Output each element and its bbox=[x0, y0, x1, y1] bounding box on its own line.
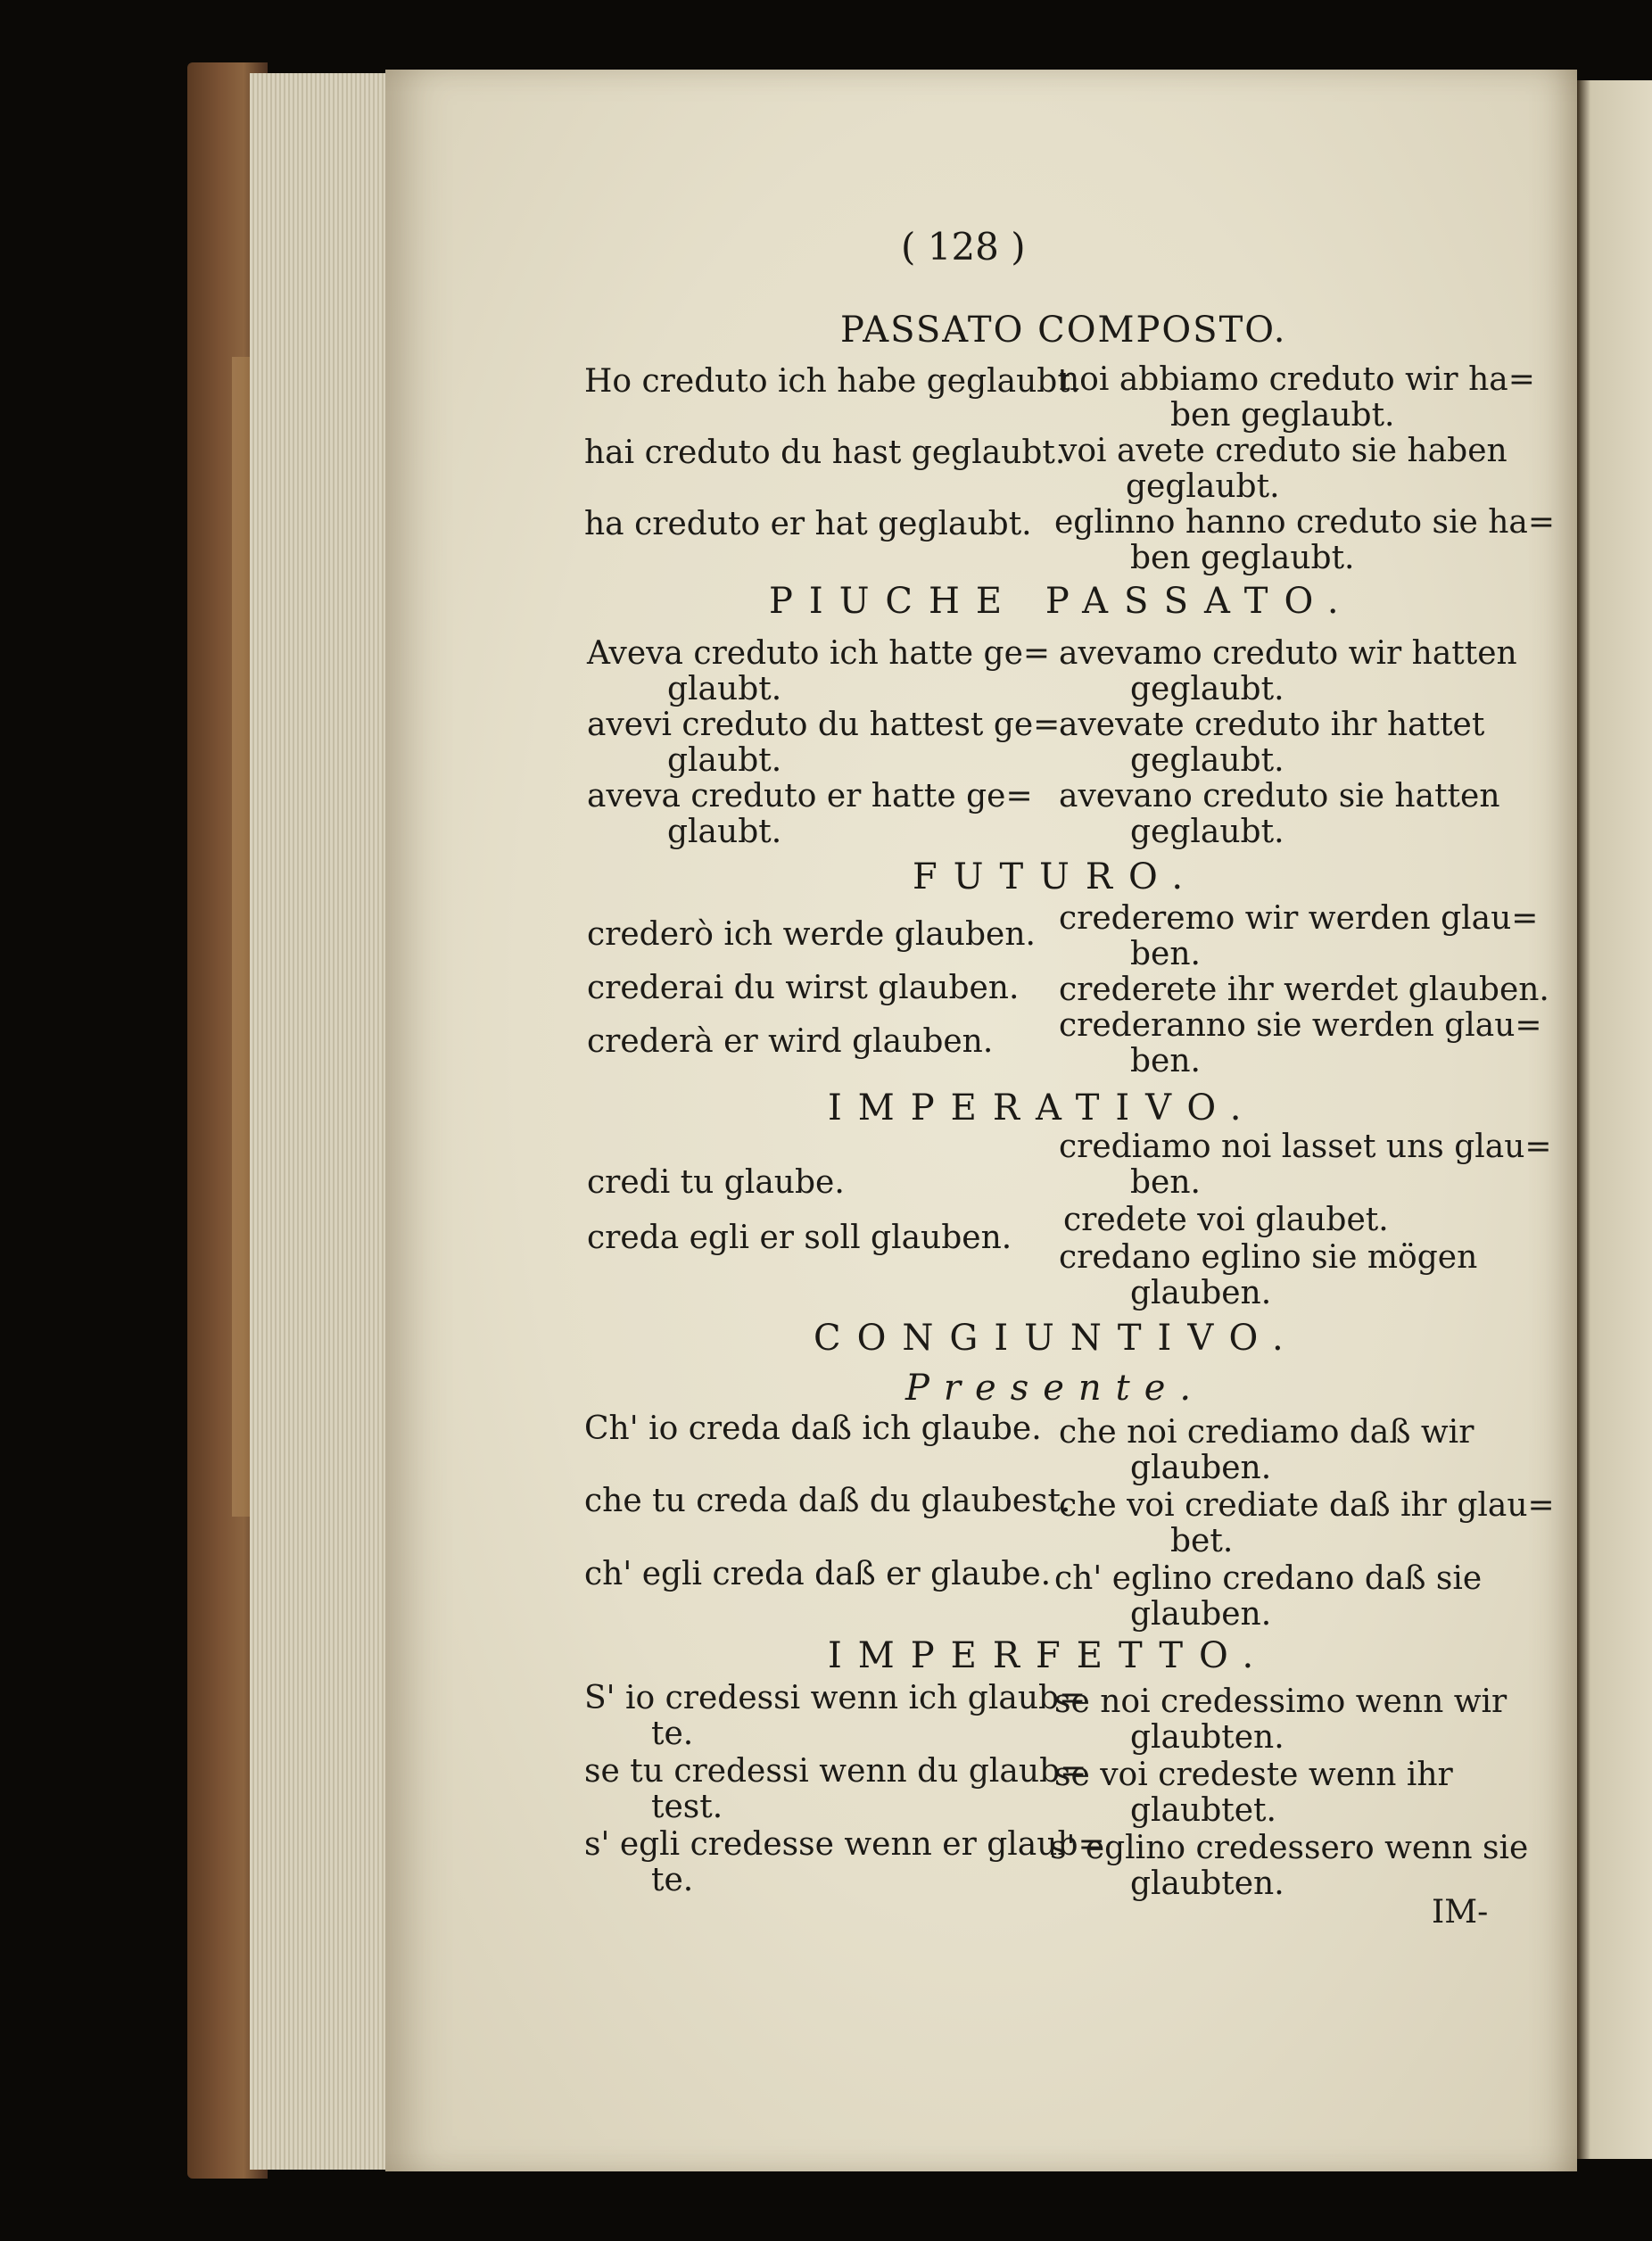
left-entry-continuation: glaubt. bbox=[667, 814, 782, 850]
facing-page-edge bbox=[1577, 80, 1652, 2159]
section-heading-passato-composto: PASSATO COMPOSTO. bbox=[840, 310, 1287, 351]
page-number: ( 128 ) bbox=[901, 225, 1026, 269]
left-entry-continuation: glaubt. bbox=[667, 671, 782, 707]
right-entry-continuation: geglaubt. bbox=[1130, 742, 1284, 779]
right-entry-continuation: glauben. bbox=[1130, 1275, 1272, 1311]
section-heading-futuro: FUTURO. bbox=[913, 856, 1200, 897]
right-entry: che noi crediamo daß wir bbox=[1059, 1414, 1474, 1451]
section-heading-imperativo: IMPERATIVO. bbox=[828, 1087, 1258, 1129]
left-entry: ch' egli creda daß er glaube. bbox=[584, 1556, 1052, 1592]
right-entry: crederanno sie werden glau= bbox=[1059, 1007, 1542, 1044]
right-entry-continuation: glaubten. bbox=[1130, 1719, 1284, 1756]
right-entry-continuation: geglaubt. bbox=[1130, 671, 1284, 707]
right-entry-continuation: ben. bbox=[1130, 936, 1201, 972]
right-entry-continuation: ben geglaubt. bbox=[1170, 397, 1395, 434]
right-entry: avevano creduto sie hatten bbox=[1059, 778, 1500, 815]
left-entry: aveva creduto er hatte ge= bbox=[587, 778, 1033, 815]
left-entry: S' io credessi wenn ich glaub= bbox=[584, 1680, 1086, 1716]
right-entry: voi avete creduto sie haben bbox=[1059, 433, 1507, 469]
page-stack bbox=[250, 73, 392, 2170]
right-entry: se noi credessimo wenn wir bbox=[1054, 1683, 1507, 1720]
right-entry: noi abbiamo creduto wir ha= bbox=[1059, 361, 1535, 398]
left-entry: creda egli er soll glauben. bbox=[587, 1220, 1012, 1256]
left-entry: Aveva creduto ich hatte ge= bbox=[587, 635, 1051, 672]
left-entry: Ch' io creda daß ich glaube. bbox=[584, 1410, 1042, 1447]
left-entry: s' egli credesse wenn er glaub= bbox=[584, 1826, 1105, 1863]
right-entry: s' eglino credessero wenn sie bbox=[1050, 1830, 1529, 1866]
left-entry: Ho creduto ich habe geglaubt. bbox=[584, 363, 1081, 400]
right-entry-continuation: glauben. bbox=[1130, 1450, 1272, 1486]
right-entry: che voi crediate daß ihr glau= bbox=[1059, 1487, 1555, 1524]
right-entry-continuation: geglaubt. bbox=[1126, 468, 1280, 505]
left-entry: ha creduto er hat geglaubt. bbox=[584, 506, 1032, 542]
right-entry: credete voi glaubet. bbox=[1063, 1202, 1389, 1238]
right-entry: avevate creduto ihr hattet bbox=[1059, 707, 1485, 743]
section-heading-piuche-passato: PIUCHE PASSATO. bbox=[769, 581, 1355, 622]
section-heading-congiuntivo: CONGIUNTIVO. bbox=[814, 1318, 1300, 1359]
right-entry-continuation: glauben. bbox=[1130, 1596, 1272, 1633]
left-entry: crederai du wirst glauben. bbox=[587, 970, 1020, 1006]
left-entry-continuation: test. bbox=[651, 1789, 723, 1825]
left-entry: crederò ich werde glauben. bbox=[587, 916, 1036, 953]
left-entry: credi tu glaube. bbox=[587, 1164, 845, 1201]
right-entry-continuation: ben. bbox=[1130, 1043, 1201, 1079]
right-entry: eglinno hanno creduto sie ha= bbox=[1054, 504, 1556, 541]
right-entry-continuation: ben geglaubt. bbox=[1130, 540, 1355, 576]
left-entry: avevi creduto du hattest ge= bbox=[587, 707, 1061, 743]
left-entry-continuation: te. bbox=[651, 1862, 694, 1898]
right-entry-continuation: glaubten. bbox=[1130, 1865, 1284, 1902]
right-entry: crederemo wir werden glau= bbox=[1059, 900, 1539, 937]
left-entry: hai creduto du hast geglaubt. bbox=[584, 434, 1066, 471]
left-entry-continuation: te. bbox=[651, 1716, 694, 1752]
section-heading-imperfetto: IMPERFETTO. bbox=[828, 1635, 1270, 1676]
right-entry-continuation: bet. bbox=[1170, 1523, 1234, 1559]
right-entry: crediamo noi lasset uns glau= bbox=[1059, 1129, 1552, 1165]
left-entry: che tu creda daß du glaubest. bbox=[584, 1483, 1071, 1519]
right-entry-continuation: geglaubt. bbox=[1130, 814, 1284, 850]
left-entry: crederà er wird glauben. bbox=[587, 1023, 994, 1060]
right-entry: ch' eglino credano daß sie bbox=[1054, 1560, 1483, 1597]
left-entry-continuation: glaubt. bbox=[667, 742, 782, 779]
left-entry: se tu credessi wenn du glaub= bbox=[584, 1753, 1087, 1790]
catchword: IM- bbox=[1432, 1894, 1489, 1931]
right-entry-continuation: glaubtet. bbox=[1130, 1792, 1276, 1829]
right-entry: credano eglino sie mögen bbox=[1059, 1239, 1478, 1276]
right-entry-continuation: ben. bbox=[1130, 1164, 1201, 1201]
right-entry: avevamo creduto wir hatten bbox=[1059, 635, 1517, 672]
section-subheading-presente: Presente. bbox=[905, 1368, 1206, 1409]
right-entry: crederete ihr werdet glauben. bbox=[1059, 972, 1549, 1008]
right-entry: se voi credeste wenn ihr bbox=[1054, 1757, 1453, 1793]
